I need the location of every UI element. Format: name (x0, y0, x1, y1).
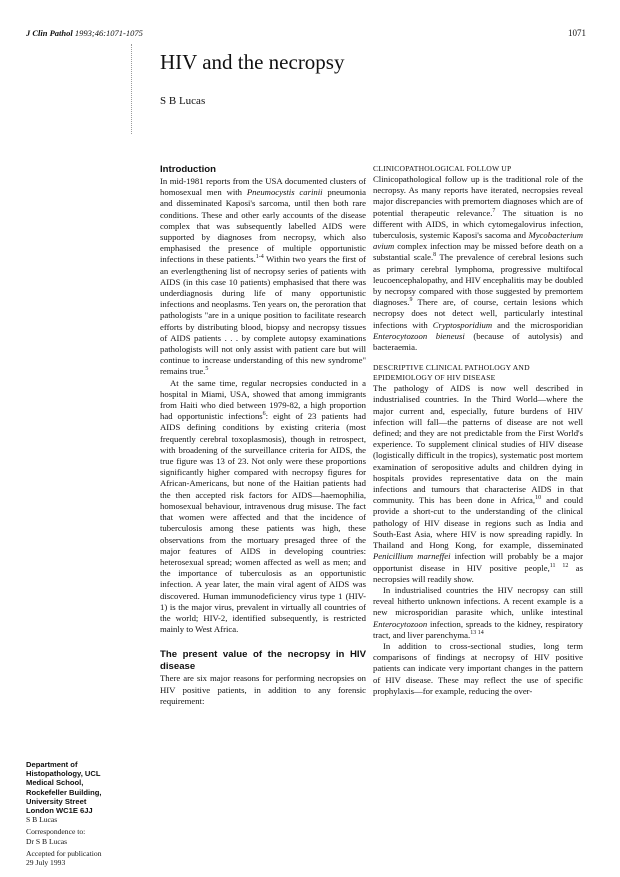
affiliation-line: Department of (26, 760, 78, 769)
affiliation-line: London WC1E 6JJ (26, 806, 93, 816)
column-right (373, 164, 583, 697)
accepted-date: 29 July 1993 (26, 858, 66, 868)
sidebar-author: S B Lucas (26, 815, 58, 825)
subheading-descriptive (373, 363, 583, 383)
paragraph: In mid-1981 reports from the USA documented clusters of homosexual men with Pneumocystis carinii pneumonia and disseminated Kaposi's sarcoma, until then both rare conditions. These and other early accounts of the disease complex that was subsequently labelled AIDS were supported by diagnoses from necropsy, which also emphasised the presence of multiple opportunistic infections in these patients.$^{1-4}$ Within two years the first of an everlengthening list of necropsy series of patients with AIDS (in this case 10 patients) emphasised that there was underdiagnosis during life of many opportunistic infections and neoplasms. Ten years on, the peroration that pathologists "are in a unique position to facilitate research efforts by distributing blood, biopsy and necropsy tissues of AIDS patients . . . by complete autopsy examinations pathologists will not only assist with patient care but will continue to increase understanding of this new syndrome" remains true.$^5$ (160, 176, 366, 377)
paragraph: In industrialised countries the HIV necropsy can still reveal hitherto unknown infections. A recent example is a new microsporidian parasite which, unlike intestinal Enterocytozoon infection, spreads to the kidney, respiratory tract, and liver parenchyma.$^{13 14}$ (373, 584, 583, 640)
author-sidebar (26, 760, 156, 867)
section-heading-introduction: Introduction (160, 164, 216, 175)
article-author: S B Lucas (160, 95, 206, 107)
paragraph: There are six major reasons for performing necropsies on HIV positive patients, in addition to any forensic requirement: (160, 673, 366, 706)
paragraph: In addition to cross-sectional studies, long term comparisons of findings at necropsy of HIV positive patients can indicate very important changes in the pattern of HIV disease. These may reflect the use of specific prophylaxis—for example, reducing the over- (373, 640, 583, 696)
volume-pages: 1993;46:1071-1075 (74, 28, 143, 38)
section-heading-present-value: The present value of the necropsy in HIV disease (160, 649, 366, 673)
subheading-clinicopathological: CLINICOPATHOLOGICAL FOLLOW UP (373, 164, 512, 173)
affiliation-line: Histopathology, UCL (26, 769, 101, 779)
affiliation (26, 760, 156, 815)
paragraph: At the same time, regular necropsies conducted in a hospital in Miami, USA, showed that among immigrants from Haiti who died between 1979-82, a high proportion had opportunistic infections$^6$: eight of 23 patients had AIDS defining conditions by existing criteria (most frequently cerebral toxoplasmosis), though in retrospect, with broadening of the surveillance criteria for AIDS, the true figure was 13 of 23. Not only were these proportions significantly higher compared with necropsy figures for African-Americans, but none of the Haitian patients had the then accepted risk factors for AIDS—haemophilia, homosexual behaviour, intravenous drug misuse. The fact that women were affected and that the incidence of tuberculosis among these patients was high, these observations from the mortuary presaged three of the major features of AIDS in developing countries: heterosexual spread; women affected as well as men; and the importance of tuberculosis as an opportunistic infection. A year later, the main viral agent of AIDS was discovered. Human immunodeficiency virus type 1 (HIV-1) is the major virus, prevalent in virtually all countries of the world; HIV-2, identified subsequently, is restricted mainly to West Africa. (160, 377, 366, 635)
journal-name: J Clin Pathol (26, 28, 73, 38)
article-title: HIV and the necropsy (160, 50, 345, 74)
correspondence-name: Dr S B Lucas (26, 836, 68, 846)
affiliation-line: Medical School, (26, 778, 84, 788)
margin-divider (131, 44, 132, 134)
accepted-label: Accepted for publication (26, 848, 102, 858)
journal-citation (26, 28, 143, 38)
paragraph: The pathology of AIDS is now well described in industrialised countries. In the Third World—where the major current and, especially, future burdens of HIV infection will fall—the patterns of disease are not well defined; and they are not predictable from the First World's experience. To supplement clinical studies of HIV disease (logistically difficult in the tropics), systematic post mortem examination of seropositive adults and children dying in hospitals provides representative data on the main infections and tumours that characterise AIDS in that community. This has been done in Africa,$^{10}$ and could provide a short-cut to the understanding of the clinical pathology of HIV disease in regions such as India and South-East Asia, where HIV is now spreading rapidly. In Thailand and Hong Kong, for example, disseminated Penicillium marneffei infection will probably be a major opportunist disease in HIV positive people,$^{11 12}$ as necropsies will readily show. (373, 383, 584, 584)
paragraph: Clinicopathological follow up is the traditional role of the necropsy. As many reports have iterated, necropsies reveal major discrepancies with premortem diagnoses which are of potential therapeutic relevance.$^7$ The situation is no different with AIDS, in which cytomegalovirus infection, tuberculosis, systemic Kaposi's sacoma and Mycobacterium avium complex infection may be missed before death on a substantial scale.$^8$ The prevalence of cerebral lesions such as primary cerebral lymphoma, progressive multifocal leucoencephalopathy, and HIV encephalitis may be doubled by necropsy compared with those suggested by premortem diagnoses.$^9$ There are, of course, certain lesions which necropsy does not detect well, particularly intestinal infections with Cryptosporidium and the microsporidian Enterocytozoon bieneusi (because of autolysis) and bacteraemia. (373, 174, 583, 353)
affiliation-line: University Street (26, 796, 87, 806)
correspondence-label: Correspondence to: (26, 827, 86, 837)
page-number: 1071 (568, 28, 586, 38)
column-left (160, 164, 366, 707)
subheading-line: DESCRIPTIVE CLINICAL PATHOLOGY AND (373, 363, 530, 373)
affiliation-line: Rockefeller Building, (26, 787, 102, 797)
subheading-line: EPIDEMIOLOGY OF HIV DISEASE (373, 373, 496, 383)
